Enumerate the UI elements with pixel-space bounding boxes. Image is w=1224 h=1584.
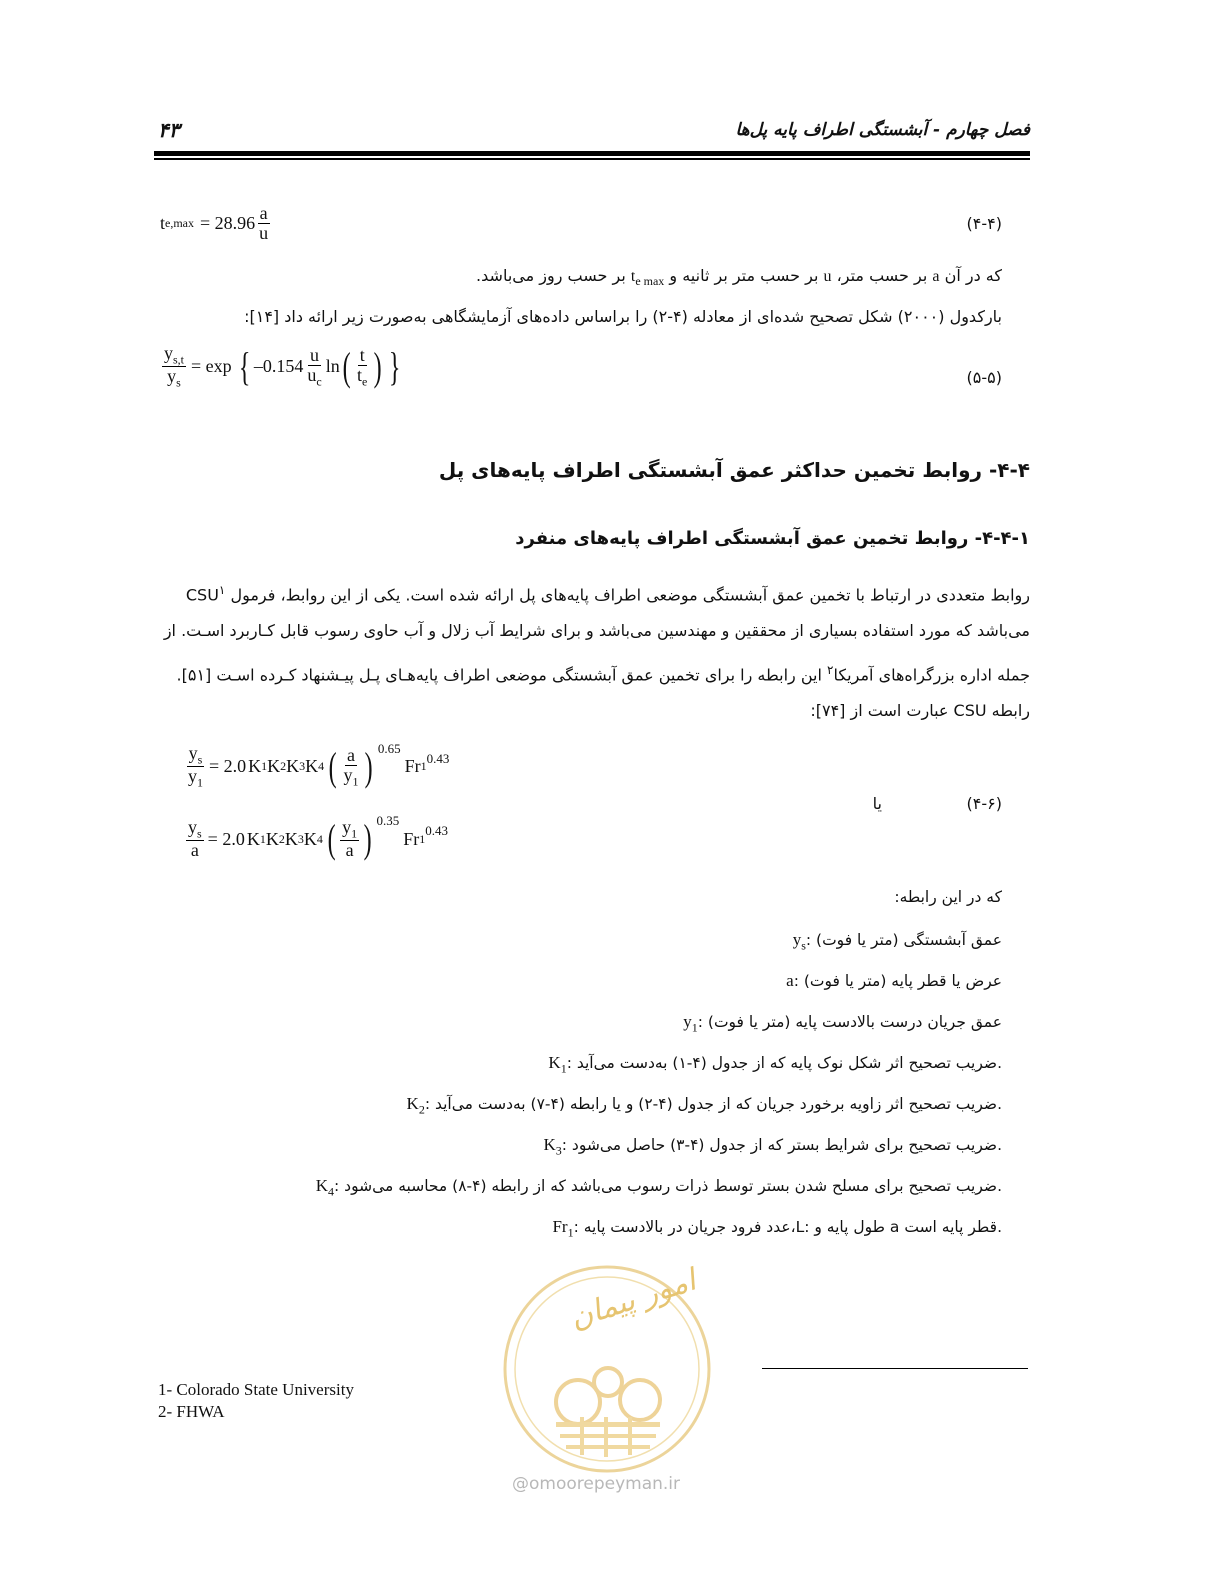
- header-rule-thin: [154, 158, 1030, 160]
- header-rule-thick: [154, 151, 1030, 156]
- equation-4-4: t e,max = 28.96 $\frac{a}{u}$: [160, 203, 269, 243]
- equation-4-6a: $\frac{y_s}{y_1}$ = 2.0 K 1 K 2 K 3 K 4 ( $\frac{a}{y_1}$ ) 0.65 Fr 1 0.43: [188, 740, 450, 790]
- paragraph-line-4: رابطه CSU عبارت است از [۷۴]:: [810, 701, 1030, 720]
- footnote-1: 1- Colorado State University: [158, 1380, 354, 1399]
- watermark-url: @omoorepeyman.ir: [512, 1474, 681, 1494]
- paragraph-line-2: می‌باشد که مورد استفاده بسیاری از محققین و مهندسین می‌باشد و برای شرایط آب زلال و آب حاوی رسوب قابل کـاربرد اسـت. از: [163, 621, 1030, 640]
- definition-ys: $y_s$: عمق آبشستگی (متر یا فوت): [792, 930, 1002, 953]
- equation-number-4-5: (۵-۵): [966, 368, 1002, 387]
- definition-k3: $K_3$: ضریب تصحیح برای شرایط بستر که از جدول (۴-۳) حاصل می‌شود.: [543, 1135, 1002, 1158]
- definition-k1: $K_1$: ضریب تصحیح اثر شکل نوک پایه که از جدول (۴-۱) به‌دست می‌آید.: [548, 1053, 1002, 1076]
- footnote-rule: [762, 1368, 1028, 1369]
- barkdoll-intro: بارکدول (۲۰۰۰) شکل تصحیح شده‌ای از معادله (۴-۲) را براساس داده‌های آزمایشگاهی به‌صورت زیر ارائه داد [۱۴]:: [244, 307, 1002, 326]
- equation-4-6b: $\frac{y_s}{a}$ = 2.0 K 1 K 2 K 3 K 4 ( $\frac{y_1}{a}$ ) 0.35 Fr 1 0.43: [188, 813, 448, 862]
- equation-number-4-6: (۴-۶): [966, 794, 1002, 813]
- equation-4-5: $\frac{y_{s,t}}{y_s}$ = exp { –0.154 $\frac{u}{u_c}$ ln ( $\frac{t}{t_e}$ ) }: [164, 343, 401, 390]
- where-label: که در این رابطه:: [894, 888, 1002, 906]
- paragraph-line-1: روابط متعددی در ارتباط با تخمین عمق آبشستگی موضعی اطراف پایه‌های پل ارائه شده است. یکی از این روابط، فرمول CSU$^۱$: [185, 583, 1030, 605]
- definition-k2: $K_2$: ضریب تصحیح اثر زاویه برخورد جریان که از جدول (۴-۲) و یا رابطه (۴-۷) به‌دست می‌آید.: [406, 1094, 1002, 1117]
- eq-4-4-explanation: که در آن a بر حسب متر، u بر حسب متر بر ثانیه و $t_{e max}$ بر حسب روز می‌باشد.: [476, 266, 1002, 289]
- footnote-2: 2- FHWA: [158, 1402, 225, 1421]
- definition-y1: $y_1$: عمق جریان درست بالادست پایه (متر یا فوت): [683, 1012, 1002, 1035]
- chapter-title: فصل چهارم - آبشستگی اطراف پایه پل‌ها: [735, 120, 1030, 140]
- equation-number-4-4: (۴-۴): [966, 214, 1002, 233]
- watermark-logo-text: امور پیمان: [565, 1262, 701, 1337]
- section-heading-4-4: ۴-۴- روابط تخمین حداکثر عمق آبشستگی اطراف پایه‌های پل: [438, 458, 1030, 482]
- definition-fr1: $Fr_1$: عدد فرود جریان در بالادست پایه،L: طول پایه و a قطر پایه است.: [552, 1217, 1002, 1240]
- or-label: یا: [872, 794, 882, 813]
- definition-a: a: عرض یا قطر پایه (متر یا فوت): [786, 971, 1002, 990]
- page-number: ۴۳: [158, 118, 180, 142]
- definition-k4: $K_4$: ضریب تصحیح برای مسلح شدن بستر توسط ذرات رسوب می‌باشد که از رابطه (۴-۸) محاسبه می‌شود.: [315, 1176, 1002, 1199]
- paragraph-line-3: جمله اداره بزرگراه‌های آمریکا$^۲$ این رابطه را برای تخمین عمق آبشستگی موضعی اطراف پایه‌هـای پـل پیـشنهاد کـرده اسـت [۵۱].: [176, 663, 1030, 685]
- subsection-heading-4-4-1: ۴-۴-۱- روابط تخمین عمق آبشستگی اطراف پایه‌های منفرد: [515, 528, 1030, 549]
